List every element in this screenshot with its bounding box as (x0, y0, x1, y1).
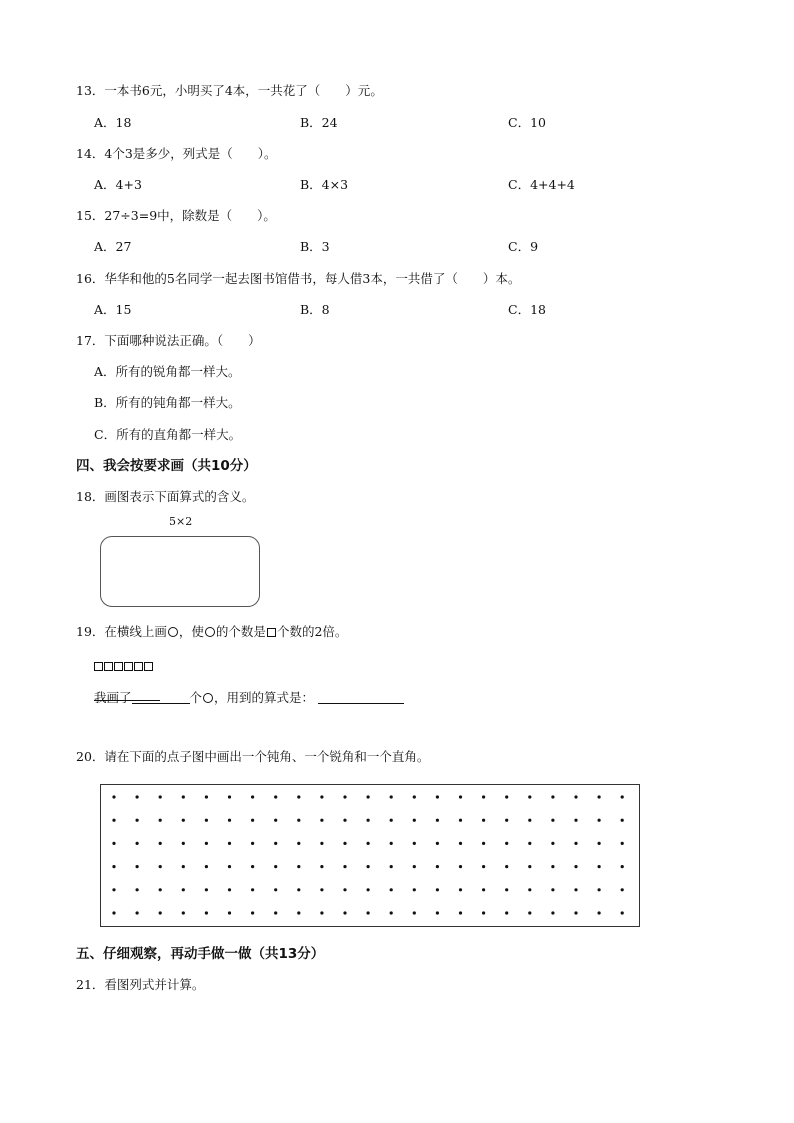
grid-dot (136, 865, 139, 868)
grid-dot (182, 888, 185, 891)
grid-dot (528, 865, 531, 868)
grid-dot (228, 819, 231, 822)
grid-dot (367, 819, 370, 822)
grid-dot (459, 842, 462, 845)
grid-dot (390, 819, 393, 822)
grid-dot (598, 819, 601, 822)
grid-dot (598, 911, 601, 914)
question-16-option-c: C．18 (508, 302, 546, 317)
grid-dot (251, 795, 254, 798)
grid-dot (274, 911, 277, 914)
grid-dot (528, 819, 531, 822)
grid-dot (413, 911, 416, 914)
grid-dot (367, 888, 370, 891)
question-13-option-a: A．18 (94, 115, 132, 130)
grid-dot (159, 819, 162, 822)
q19-stem-part-c: 的个数是 (215, 624, 266, 639)
question-21-stem: 21．看图列式并计算。 (76, 977, 205, 992)
grid-dot (274, 865, 277, 868)
grid-dot (574, 819, 577, 822)
grid-dot (136, 842, 139, 845)
grid-dot (413, 795, 416, 798)
q19-stem-part-d: 个数的2倍。 (276, 624, 348, 639)
grid-dot (598, 865, 601, 868)
square-icon (94, 662, 103, 671)
grid-dot (367, 842, 370, 845)
grid-dot (459, 795, 462, 798)
question-17-option-c: C．所有的直角都一样大。 (94, 427, 242, 442)
grid-dot (528, 911, 531, 914)
grid-dot (551, 842, 554, 845)
q19-stem-part-b: ，使 (178, 624, 204, 639)
grid-dot (413, 888, 416, 891)
grid-dot (320, 819, 323, 822)
grid-dot (297, 819, 300, 822)
grid-dot (390, 842, 393, 845)
grid-dot (551, 795, 554, 798)
question-15-option-c: C．9 (508, 239, 539, 254)
question-14-option-b: B．4×3 (300, 177, 349, 192)
grid-dot (505, 865, 508, 868)
grid-dot (436, 865, 439, 868)
grid-dot (505, 911, 508, 914)
grid-dot (574, 888, 577, 891)
grid-dot (274, 842, 277, 845)
question-13-stem: 13．一本书6元，小明买了4本，一共花了（ ）元。 (76, 83, 383, 98)
grid-dot (367, 911, 370, 914)
grid-dot (182, 795, 185, 798)
grid-dot (505, 819, 508, 822)
grid-dot (390, 865, 393, 868)
grid-dot (228, 842, 231, 845)
grid-dot (598, 842, 601, 845)
question-14-option-a: A．4+3 (94, 177, 142, 192)
grid-dot (182, 819, 185, 822)
grid-dot (297, 911, 300, 914)
question-13-option-c: C．10 (508, 115, 546, 130)
grid-dot (505, 888, 508, 891)
grid-dot (482, 888, 485, 891)
grid-dot (297, 865, 300, 868)
grid-dot (505, 842, 508, 845)
grid-dot (343, 842, 346, 845)
grid-dot (343, 888, 346, 891)
grid-dot (320, 888, 323, 891)
dot-grid[interactable] (100, 784, 640, 927)
grid-dot (436, 795, 439, 798)
grid-dot (159, 888, 162, 891)
grid-dot (598, 795, 601, 798)
grid-dot (205, 888, 208, 891)
circle-count-blank[interactable] (132, 691, 190, 704)
grid-dot (413, 842, 416, 845)
grid-dot (274, 795, 277, 798)
grid-dot (621, 819, 624, 822)
grid-dot (228, 911, 231, 914)
grid-dot (274, 819, 277, 822)
grid-dot (621, 865, 624, 868)
question-14-stem: 14．4个3是多少，列式是（ ）。 (76, 146, 277, 161)
grid-dot (205, 842, 208, 845)
grid-dot (182, 865, 185, 868)
grid-dot (574, 865, 577, 868)
grid-dot (343, 911, 346, 914)
grid-dot (436, 911, 439, 914)
question-15-option-b: B．3 (300, 239, 330, 254)
question-15-option-a: A．27 (94, 239, 132, 254)
drawing-box[interactable] (100, 536, 260, 607)
grid-dot (390, 888, 393, 891)
grid-dot (436, 819, 439, 822)
grid-dot (390, 795, 393, 798)
q19-answer-part-a: 我画了 (94, 690, 132, 705)
grid-dot (228, 865, 231, 868)
question-17-stem: 17．下面哪种说法正确。（ ） (76, 333, 261, 348)
grid-dot (413, 819, 416, 822)
square-icon (114, 662, 123, 671)
grid-dot (390, 911, 393, 914)
grid-dot (112, 888, 115, 891)
grid-dot (159, 795, 162, 798)
grid-dot (320, 842, 323, 845)
grid-dot (551, 911, 554, 914)
q19-stem-part-a: 19．在横线上画 (76, 624, 167, 639)
question-20-stem: 20．请在下面的点子图中画出一个钝角、一个锐角和一个直角。 (76, 749, 430, 764)
grid-dot (482, 911, 485, 914)
grid-dot (251, 865, 254, 868)
question-16-stem: 16．华华和他的5名同学一起去图书馆借书，每人借3本，一共借了（ ）本。 (76, 271, 521, 286)
grid-dot (621, 888, 624, 891)
grid-dot (621, 911, 624, 914)
grid-dot (367, 795, 370, 798)
grid-dot (459, 888, 462, 891)
grid-dot (551, 865, 554, 868)
square-icon (124, 662, 133, 671)
grid-dot (459, 865, 462, 868)
grid-dot (320, 865, 323, 868)
grid-dot (343, 865, 346, 868)
dot-grid-canvas (101, 785, 638, 925)
grid-dot (297, 888, 300, 891)
grid-dot (205, 795, 208, 798)
question-19-answer-line (94, 689, 404, 707)
grid-dot (159, 842, 162, 845)
grid-dot (413, 865, 416, 868)
grid-dot (551, 819, 554, 822)
equation-blank[interactable] (318, 691, 404, 704)
grid-dot (136, 795, 139, 798)
grid-dot (297, 842, 300, 845)
grid-dot (482, 819, 485, 822)
question-17-option-b: B．所有的钝角都一样大。 (94, 395, 241, 410)
grid-dot (251, 888, 254, 891)
grid-dot (528, 888, 531, 891)
grid-dot (528, 842, 531, 845)
grid-dot (112, 819, 115, 822)
grid-dot (159, 865, 162, 868)
grid-dot (136, 911, 139, 914)
square-icon (144, 662, 153, 671)
section-4-title: 四、我会按要求画（共10分） (76, 458, 257, 474)
grid-dot (574, 842, 577, 845)
question-18-stem: 18．画图表示下面算式的含义。 (76, 489, 255, 504)
grid-dot (228, 795, 231, 798)
grid-dot (136, 819, 139, 822)
grid-dot (251, 911, 254, 914)
grid-dot (482, 795, 485, 798)
square-icon (104, 662, 113, 671)
grid-dot (320, 795, 323, 798)
grid-dot (228, 888, 231, 891)
grid-dot (112, 842, 115, 845)
grid-dot (205, 865, 208, 868)
grid-dot (274, 888, 277, 891)
grid-dot (505, 795, 508, 798)
circle-icon (203, 693, 213, 703)
question-15-stem: 15．27÷3=9中，除数是（ ）。 (76, 208, 276, 223)
question-16-option-a: A．15 (94, 302, 132, 317)
grid-dot (551, 888, 554, 891)
circle-icon (168, 627, 178, 637)
circle-icon (205, 627, 215, 637)
grid-dot (621, 795, 624, 798)
grid-dot (112, 795, 115, 798)
grid-dot (343, 819, 346, 822)
section-5-title: 五、仔细观察，再动手做一做（共13分） (76, 946, 325, 962)
grid-dot (459, 819, 462, 822)
square-row (94, 657, 154, 675)
square-icon (134, 662, 143, 671)
grid-dot (297, 795, 300, 798)
grid-dot (343, 795, 346, 798)
question-18-expression: 5×2 (169, 515, 193, 528)
grid-dot (598, 888, 601, 891)
grid-dot (159, 911, 162, 914)
square-icon (267, 628, 276, 637)
question-14-option-c: C．4+4+4 (508, 177, 575, 192)
grid-dot (320, 911, 323, 914)
q19-answer-part-c: ，用到的算式是： (214, 690, 315, 705)
grid-dot (528, 795, 531, 798)
q19-answer-part-b: 个 (189, 690, 203, 705)
question-17-option-a: A．所有的锐角都一样大。 (94, 364, 241, 379)
grid-dot (621, 842, 624, 845)
question-19-stem (76, 623, 347, 641)
grid-dot (436, 842, 439, 845)
grid-dot (482, 842, 485, 845)
grid-dot (136, 888, 139, 891)
grid-dot (482, 865, 485, 868)
grid-dot (251, 842, 254, 845)
question-16-option-b: B．8 (300, 302, 330, 317)
grid-dot (436, 888, 439, 891)
grid-dot (112, 911, 115, 914)
grid-dot (251, 819, 254, 822)
grid-dot (112, 865, 115, 868)
question-13-option-b: B．24 (300, 115, 338, 130)
grid-dot (459, 911, 462, 914)
grid-dot (205, 911, 208, 914)
grid-dot (367, 865, 370, 868)
grid-dot (205, 819, 208, 822)
grid-dot (182, 911, 185, 914)
grid-dot (574, 795, 577, 798)
grid-dot (182, 842, 185, 845)
grid-dot (574, 911, 577, 914)
